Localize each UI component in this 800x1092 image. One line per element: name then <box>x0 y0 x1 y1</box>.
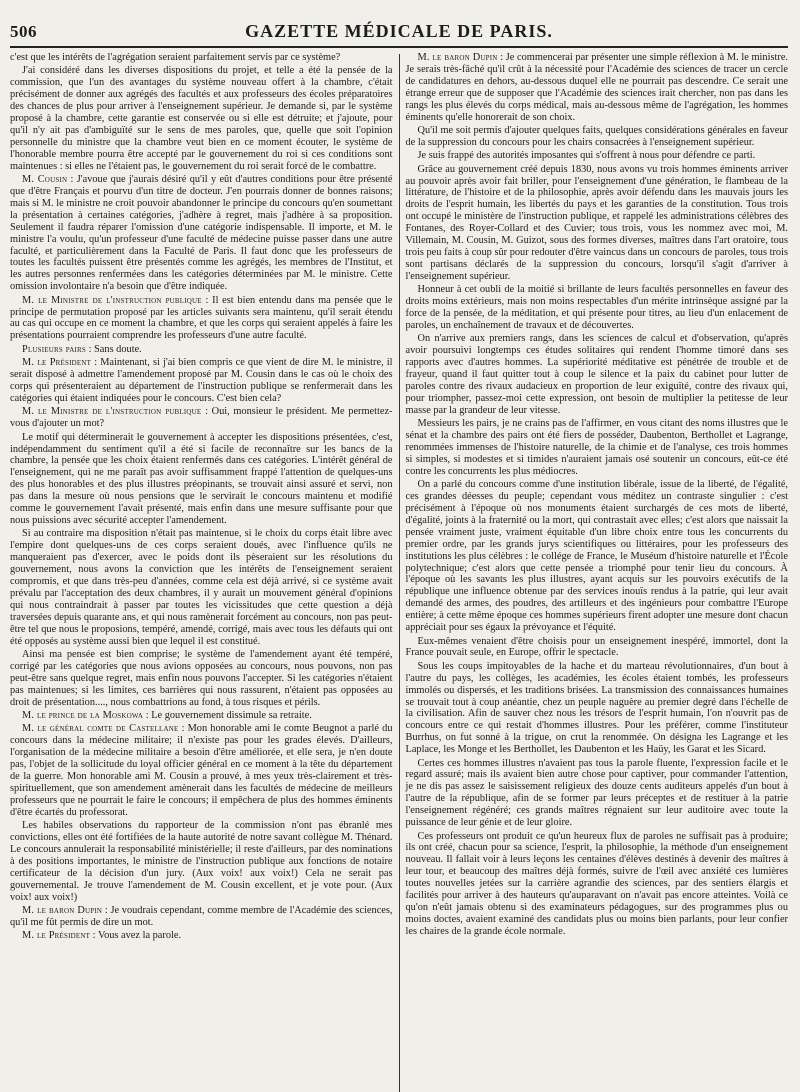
paragraph <box>10 820 393 903</box>
paragraph <box>406 164 789 283</box>
speaker-name: M. le général comte de Castellane <box>22 723 179 735</box>
speaker-separator: : <box>102 904 111 916</box>
paragraph-text: On a parlé du concours comme d'une institution libérale, issue de la liberté, de l'égalité, ces grandes déesses du peuple; cependant vous méditez un contraste singulier : c'est précisément à l'époque où nos monuments étaient surchargés de ces mots de liberté, d'égalité, joints à la fraternité ou la mort, qui contrastait avec elles; c'est alors que naissait la pensée vraiment juste, vraiment équitable d'un libre choix entre tous les concurrents du premier ordre, par les grands jurys scientifiques ou littéraires, pour les professeurs des institutions les plus célèbres : le collége de France, le Muséum d'histoire naturelle et l'École polytechnique; c'est alors que cette pensée a triomphé pour tenir lieu du concours. À l'époque où les savants les plus illustres, ayant acquis sur les pouvoirs exécutifs de la république une influence obtenue par des services inouïs rendus à la patrie, qui leur avait demandé des armes, des poudres, des artilleurs et des ingénieurs pour combattre l'Europe entière; à cette même époque ces hommes supérieurs firent adopter une mesure dont chacun appréciait pour ses égaux la prévoyance et l'équité. <box>405 479 788 634</box>
speaker-name: M. le baron Dupin <box>417 52 498 63</box>
speaker-separator: : <box>67 174 77 186</box>
paragraph <box>10 52 393 64</box>
text-columns <box>10 48 788 1092</box>
paragraph-text: Eux-mêmes venaient d'être choisis pour un enseignement inespéré, immortel, dont la France pouvait seule, en Europe, offrir le spectacle. <box>405 635 788 659</box>
paragraph <box>10 649 393 709</box>
paragraph <box>406 125 789 149</box>
speaker-name: M. Cousin <box>22 174 68 186</box>
paragraph <box>406 831 789 938</box>
speaker-separator: : <box>143 709 152 721</box>
speaker-name: M. le baron Dupin <box>22 904 103 916</box>
paragraph-text: Maintenant, si j'ai bien compris ce que vient de dire M. le ministre, il serait disposé à admettre l'amendement proposé par M. Cousin dans le cas où le choix des corps qui présenteraient au département de l'instruction publique se renfermerait dans les catégories qui étaient indiquées pour le concours. C'est bien cela? <box>10 357 393 404</box>
paragraph-text: Honneur à cet oubli de la moitié si brillante de leurs facultés personnelles en faveur des droits moins extérieurs, mais non moins respectables d'un mérite intrinsèque assigné par la force de la pensée, de la méditation, et qui présente pour titres, au lieu d'un enlacement de paroles, un enchaînement de travaux et de découvertes. <box>405 284 788 331</box>
paragraph-text: Si au contraire ma disposition n'était pas maintenue, si le choix du corps était libre avec l'empire dont quelques-uns de ces corps seraient doués, avec l'influence qu'ils ne manqueraient pas d'exercer, avec le poids dont ils pèseraient sur les résolutions du gouvernement, nous avons la conviction que les intérêts de l'enseignement seraient compromis, et que dans très-peu d'années, comme cela est déjà arrivé, si ce système avait prévalu par l'acceptation des deux chambres, il y aurait un mouvement général d'opinions qui nous contraindrait à passer par toutes les vicissitudes que cette question a déjà traversées depuis quarante ans, et qui nous ramènerait forcément au concours, non pas peut-être tel que nous le proposions, tempéré, amendé, corrigé, mais avec tous les défauts qui ont été opposés au système aussi bien que lequel il est constitué. <box>10 528 393 647</box>
speaker-name: M. le Président <box>22 357 92 369</box>
paragraph <box>10 174 393 293</box>
paragraph-text: Je voudrais cependant, comme membre de l'Académie des sciences, qu'il me fût permis de dire un mot. <box>10 904 393 928</box>
speaker-separator: : <box>90 930 98 942</box>
paragraph <box>406 479 789 634</box>
paragraph-text: Certes ces hommes illustres n'avaient pas tous la parole fluente, l'expression facile et le regard assuré; mais ils avaient bien autre chose pour captiver, pour commander l'attention, je ne dis pas assez le saisissement religieux des douze cents auditeurs appelés d'un bout à l'autre de la république, afin de se former par leurs préceptes et de restituer à la patrie l'enseignement régénéré; ces grands maîtres régnaient sur leur auditoire avec toute la puissance de leur génie et de leur gloire. <box>405 757 788 829</box>
running-title: GAZETTE MÉDICALE DE PARIS. <box>245 21 553 41</box>
paragraph <box>10 905 393 929</box>
paragraph <box>10 432 393 527</box>
paragraph <box>406 333 789 416</box>
paragraph-text: Vous avez la parole. <box>97 930 182 942</box>
paragraph-text: Ces professeurs ont produit ce qu'un heureux flux de paroles ne suffisait pas à produire; ils ont créé, chacun pour sa science, l'esprit, la philosophie, la méthode d'un enseignement nouveau. Il fallait voir à leurs leçons les centaines d'élèves destinés à devenir des maîtres à leur tour, et beaucoup des maîtres déjà formés, suivre de l'œil avec anxiété ces lumières toutes nouvelles jetées sur la carrière agrandie des sciences, par des sentiers élargis et facilités pour arriver à des hauteurs qu'auparavant on n'avait pas encore atteintes. Voilà ce qu'on n'eût jamais obtenu si des examinateurs pédagogues, sur des programmes plus ou moins doctes, avaient examiné des candidats plus ou moins bien parlants, pour leur confier les chaires de la grande école normale. <box>405 830 788 937</box>
speaker-name: Plusieurs pairs <box>22 343 86 355</box>
paragraph <box>10 723 393 818</box>
right-column <box>400 52 789 1092</box>
paragraph <box>406 418 789 478</box>
paragraph <box>406 636 789 660</box>
paragraph <box>406 758 789 829</box>
paragraph-text: Messieurs les pairs, je ne crains pas de l'affirmer, en vous citant des noms illustres que le sénat et la chambre des pairs ont été fiers de posséder, Daubenton, Berthollet et Lagrange, renommées immenses de l'histoire naturelle, de la chimie et de l'analyse, ces trois hommes si simples, si modestes et si timides n'auraient jamais osé soutenir un concours, eût-ce été contre les concurrents les plus médiocres. <box>405 418 788 477</box>
paragraph-text: J'ai considéré dans les diverses dispositions du projet, et telle a été la pensée de la commission, que l'un des avantages du système nouveau offert à la chambre, c'était précisément de donner aux agrégés des facultés et aux professeurs des écoles préparatoires des chances de plus pour arriver à l'enseignement supérieur. Je demande si, par le système proposé à la chambre, cette garantie est conservée ou si elle est détruite; et j'ajoute, pour qu'il n'y ait pas d'ambiguïté sur le sens de mes paroles, que, quelle que soit l'opinion personnelle du ministre que la chambre veut bien en ce moment écouter, le système de l'honorable membre pourra être accepté par le gouvernement du roi si ces conditions sont maintenues : si elles ne l'étaient pas, le gouvernement du roi serait forcé de le combattre. <box>10 65 393 172</box>
left-column <box>10 52 399 1092</box>
speaker-separator: : <box>497 52 506 63</box>
paragraph-text: Mon honorable ami le comte Beugnot a parlé du concours dans la médecine militaire; il n'existe pas pour les grades élevés. D'ailleurs, l'organisation de la médecine militaire a besoin d'être améliorée, et elle sera, je n'en doute pas, l'objet de la sollicitude du loyal officier général en ce moment à la tête du département de la guerre. Mon honorable ami M. Cousin a prouvé, à mes yeux très-clairement et très-spirituellement, que son amendement amènerait dans les facultés de médecine de meilleurs professeurs que ne pourrait le faire le concours; il empêchera de plus des hommes éminents d'être écartés du professorat. <box>10 723 393 818</box>
paragraph-text: Ainsi ma pensée est bien comprise; le système de l'amendement ayant été tempéré, corrigé par les catégories que nous avions opposées au concours, nous pouvons, non pas peut-être sans quelque regret, mais enfin nous pouvons l'accepter. Si les catégories n'étaient pas maintenues; si les limites, ces barrières qui nous rassurent, n'étaient pas opposées au droit de présentation...., nous combattrions au fond, à tous risques et périls. <box>10 648 393 708</box>
speaker-name: M. le Ministre de l'instruction publique <box>22 406 202 418</box>
paragraph-text: c'est que les intérêts de l'agrégation seraient parfaitement servis par ce système? <box>10 52 341 63</box>
paragraph <box>406 661 789 756</box>
paragraph-text: Il est bien entendu dans ma pensée que le principe de permutation proposé par les articles suivants sera maintenu, qu'il serait étendu au cas qui occupe en ce moment la chambre, et que les corps qui seraient appelés à faire les présentations pourraient comprendre les professeurs d'une autre faculté. <box>10 294 393 342</box>
paragraph <box>406 52 789 123</box>
speaker-name: M. le prince de la Moskowa <box>22 709 144 721</box>
paragraph-text: Le motif qui déterminerait le gouvernement à accepter les dispositions présentées, c'est, indépendamment du sentiment qu'il a été si facile de reconnaître sur les bancs de la chambre, la pensée que les choix étaient renfermés dans ces catégories. L'intérêt général de l'enseignement, qui ne me paraît pas avoir suffisamment frappé l'attention de quelques-uns des plus honorables et des plus illustres préopinants, se trouvait ainsi assuré et servi, non pas dans la mesure où nous pensions que le servirait le concours maintenu et modifié comme le gouvernement l'avait présenté, mais enfin dans une mesure suffisante pour que nous puissions avec sécurité accepter l'amendement. <box>10 431 393 526</box>
paragraph <box>10 710 393 722</box>
page-number: 506 <box>10 22 37 41</box>
paragraph <box>10 930 393 942</box>
paragraph <box>10 357 393 405</box>
speaker-separator: : <box>201 406 212 418</box>
speaker-separator: : <box>201 294 213 306</box>
paragraph-text: Sans doute. <box>94 343 142 355</box>
paragraph-text: Grâce au gouvernement créé depuis 1830, nous avons vu trois hommes éminents arriver au pouvoir après avoir fait briller, pour l'enseignement d'une génération, le flambeau de la littérature, de l'histoire et de la philosophie, après avoir défendu dans les mauvais jours les droits de l'esprit humain, les libertés du pays et les garanties de la constitution. Tous trois ont occupé le ministère de l'instruction publique, et rappelé les administrations célèbres des Fontanes, des Royer-Collard et des Cuvier; tous trois, vous les nommez avec moi, M. Villemain, M. Cousin, M. Guizot, sous des formes diverses, maîtres dans l'art oratoire, tous trois peu faits à coup sûr pour redouter d'être vaincus dans un concours de paroles, tous trois sont partisans déclarés de la suppression du concours, lorsqu'il s'agit d'arriver à l'enseignement supérieur. <box>405 163 788 282</box>
paragraph-text: Je suis frappé des autorités imposantes qui s'offrent à nous pour défendre ce parti. <box>417 150 756 162</box>
paragraph-text: Le gouvernement dissimule sa retraite. <box>151 709 312 721</box>
paragraph <box>10 65 393 172</box>
paragraph-text: J'avoue que j'aurais désiré qu'il y eût d'autres conditions pour être présenté que d'être Français et pourvu d'un titre de docteur. J'en pourrais donner de bonnes raisons; mais si M. le ministre ne croit pouvoir abandonner le principe du concours qu'en soumettant la présentation à certaines catégories, j'adhère à regret, mais j'adhère à sa proposition. Seulement il faudra réparer l'omission d'une catégorie indispensable. Il importe, et M. le ministre l'a voulu, qu'un professeur d'une faculté de médecine puisse passer dans une autre faculté, et particulièrement dans la Faculté de Paris. Il faut donc que les professeurs de toutes les facultés puissent être présentés comme les agrégés, les membres de l'Institut, et les autres personnes renfermées dans les catégories déterminées par M. le ministre. Cette omission involontaire n'a besoin que d'être indiquée. <box>10 174 393 293</box>
speaker-name: M. le Ministre de l'instruction publique <box>22 294 202 306</box>
speaker-separator: : <box>91 357 101 369</box>
paragraph-text: Oui, monsieur le président. Me permettez-vous d'ajouter un mot? <box>10 406 393 430</box>
paragraph-text: Les habiles observations du rapporteur de la commission n'ont pas ébranlé mes convictions, elles ont été fortifiées de la haute autorité de notre savant collègue M. Thénard. Le concours annulerait la responsabilité ministérielle; il reste d'ailleurs, par des nominations à des positions importantes, le ministre de l'instruction publique aux fonctions de notaire certificateur de la décision d'un jury. (Aux voix! aux voix!) Cela ne serait pas gouvernemental. Je trouve l'amendement de M. Cousin excellent, et je vote pour. (Aux voix! aux voix!) <box>10 820 393 903</box>
paragraph-text: Qu'il me soit permis d'ajouter quelques faits, quelques considérations générales en faveur de la suppression du concours pour les chairs consacrées à l'enseignement supérieur. <box>405 124 788 148</box>
paragraph-text: On n'arrive aux premiers rangs, dans les sciences de calcul et d'observation, qu'après avoir poursuivi longtemps ces études solitaires qui rendent l'homme timoré dans ses rapports avec d'autres hommes. La supériorité méditative est pénétrée de trouble et de frayeur, quand il faut quitter tout à coup le silence et la paix du cabinet pour lutter de paroles contre des rivaux audacieux en proportion de leur exiguïté, contre des rivaux qui, pour triompher, passez-moi cette expression, ont besoin de multiplier la petitesse de leur masse par la grandeur de leur vitesse. <box>405 333 788 416</box>
paragraph-text: Je commencerai par présenter une simple réflexion à M. le ministre. Je serais très-fâché qu'il crût à la nécessité pour l'Académie des sciences de tracer un cercle de candidatures en dehors, au-dessous duquel elle ne pourrait pas descendre. Ce serait une étrange erreur que de supposer que l'Académie des sciences irait chercher, non pas dans les rangs les plus élevés du corps médical, mais au-dessous même de l'agrégation, les hommes éminents qu'elle honorerait de son choix. <box>405 52 788 123</box>
paragraph <box>406 150 789 162</box>
paragraph-text: Sous les coups impitoyables de la hache et du marteau révolutionnaires, d'un bout à l'autre du pays, les collèges, les académies, les écoles étaient tombés, les professeurs immolés ou dispersés, et les traditions brisées. La transmission des connaissances humaines se trouvait tout à coup anéantie, chez un peuple naguère au premier degré dans l'échelle de la civilisation. Afin de sauver chez nous les trésors de l'esprit humain, l'on n'ouvrit pas de concours entre ce qui restait d'hommes illustres. Pour les préférer, comme l'instituteur Burrhus, on fut sonné à la trigue, on crut la renommée. On désigna les Lagrange et les Laplace, les Monge et les Berthollet, les Daubenton et les Haüy, les Garat et les Sicard. <box>405 660 788 756</box>
paragraph <box>10 406 393 430</box>
paragraph <box>10 295 393 343</box>
speaker-separator: : <box>178 723 188 735</box>
paragraph <box>10 344 393 356</box>
speaker-name: M. le Président <box>22 930 91 942</box>
paragraph <box>10 528 393 647</box>
paragraph <box>406 284 789 332</box>
page-header <box>10 0 788 48</box>
speaker-separator: : <box>86 343 95 355</box>
